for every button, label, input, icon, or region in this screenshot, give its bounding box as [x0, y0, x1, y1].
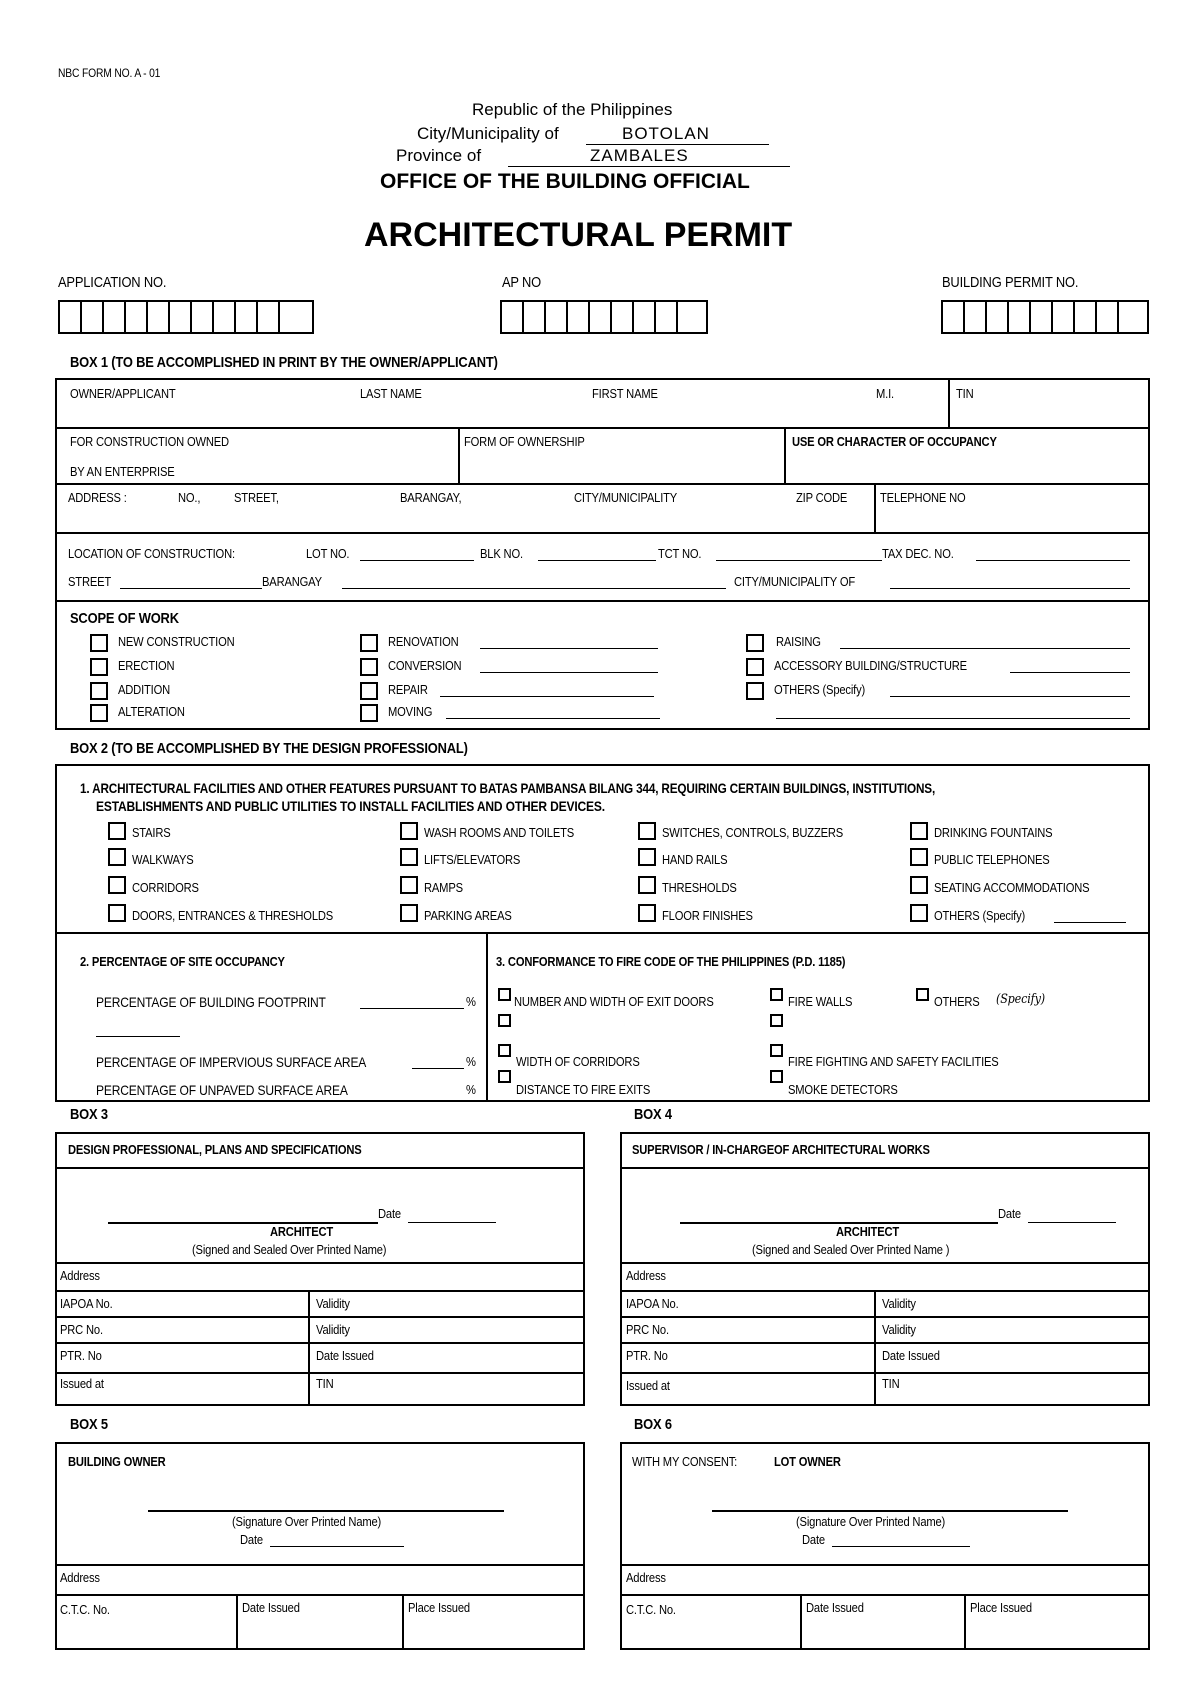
box5-date-field[interactable] [270, 1546, 404, 1547]
box1-row-line [55, 483, 1150, 485]
new-construction-checkbox[interactable] [90, 634, 108, 652]
renovation-checkbox[interactable] [360, 634, 378, 652]
ramps-checkbox[interactable] [400, 876, 418, 894]
box3-title: DESIGN PROFESSIONAL, PLANS AND SPECIFICATIONS [68, 1142, 362, 1157]
owner-applicant-label: OWNER/APPLICANT [70, 386, 176, 401]
scope-label: ADDITION [118, 682, 171, 697]
facilities-title-line2: ESTABLISHMENTS AND PUBLIC UTILITIES TO INSTALL FACILITIES AND OTHER DEVICES. [96, 798, 605, 814]
facility-label: LIFTS/ELEVATORS [424, 852, 521, 867]
box4-heading: BOX 4 [634, 1106, 672, 1123]
facility-label: WALKWAYS [132, 852, 194, 867]
city-label: City/Municipality of [417, 124, 559, 143]
occupancy-divider [784, 427, 786, 483]
box6-heading: BOX 6 [634, 1416, 672, 1433]
box6-date-field[interactable] [832, 1546, 970, 1547]
wash-rooms-checkbox[interactable] [400, 822, 418, 840]
box4-signed: (Signed and Sealed Over Printed Name ) [752, 1242, 950, 1257]
unpaved-pct: % [466, 1082, 476, 1097]
box6-date-issued: Date Issued [806, 1600, 864, 1615]
seating-checkbox[interactable] [910, 876, 928, 894]
stairs-checkbox[interactable] [108, 822, 126, 840]
mi-label: M.I. [876, 386, 894, 401]
address-barangay-label: BARANGAY, [400, 490, 462, 505]
box5-row-line [55, 1594, 585, 1596]
accessory-field[interactable] [1010, 672, 1130, 673]
smoke-detectors-label: SMOKE DETECTORS [788, 1082, 898, 1097]
fire-fighting-label: FIRE FIGHTING AND SAFETY FACILITIES [788, 1054, 999, 1069]
facility-label: SWITCHES, CONTROLS, BUZZERS [662, 825, 844, 840]
parking-checkbox[interactable] [400, 904, 418, 922]
extra-checkbox-a[interactable] [498, 1014, 511, 1027]
facility-label: WASH ROOMS AND TOILETS [424, 825, 575, 840]
box3-address: Address [60, 1268, 100, 1283]
impervious-label: PERCENTAGE OF IMPERVIOUS SURFACE AREA [96, 1054, 367, 1070]
scope-label: RENOVATION [388, 634, 459, 649]
box6-ctc: C.T.C. No. [626, 1602, 676, 1617]
corridors-width-label: WIDTH OF CORRIDORS [516, 1054, 640, 1069]
box4-architect: ARCHITECT [836, 1224, 900, 1239]
tin-label: TIN [956, 386, 974, 401]
box6-title: LOT OWNER [774, 1454, 841, 1469]
box6-address: Address [626, 1570, 666, 1585]
impervious-pct: % [466, 1054, 476, 1069]
box3-signature-line[interactable] [108, 1222, 378, 1224]
public-telephones-checkbox[interactable] [910, 848, 928, 866]
box3-date-issued: Date Issued [316, 1348, 374, 1363]
box3-row-line [55, 1167, 585, 1169]
box6-row-line [620, 1594, 1150, 1596]
box5-title: BUILDING OWNER [68, 1454, 166, 1469]
form-number: NBC FORM NO. A - 01 [58, 66, 161, 80]
building-permit-no-field[interactable] [941, 300, 1149, 334]
box4-date-issued: Date Issued [882, 1348, 940, 1363]
fire-others-specify: (Specify) [996, 992, 1045, 1007]
building-permit-no-label: BUILDING PERMIT NO. [942, 274, 1079, 291]
scope-label: MOVING [388, 704, 433, 719]
corridors-checkbox[interactable] [108, 876, 126, 894]
facility-label: OTHERS (Specify) [934, 908, 1026, 923]
ap-no-label: AP NO [502, 274, 542, 291]
first-name-label: FIRST NAME [592, 386, 658, 401]
box4-prc: PRC No. [626, 1322, 669, 1337]
box4-row-line [620, 1342, 1150, 1344]
fire-bottom-clip [490, 1082, 1146, 1100]
facility-label: HAND RAILS [662, 852, 728, 867]
republic-text: Republic of the Philippines [472, 100, 673, 119]
switches-checkbox[interactable] [638, 822, 656, 840]
box3-prc: PRC No. [60, 1322, 103, 1337]
box5-col-divider [236, 1594, 238, 1650]
box1-row-line [55, 427, 1150, 429]
repair-field[interactable] [440, 696, 654, 697]
box6-col-divider [800, 1594, 802, 1650]
facility-label: STAIRS [132, 825, 171, 840]
box4-validity2: Validity [882, 1322, 916, 1337]
fire-fighting-checkbox[interactable] [770, 1044, 783, 1057]
facility-label: SEATING ACCOMMODATIONS [934, 880, 1090, 895]
box3-col-divider [308, 1290, 310, 1406]
fire-exits-label: DISTANCE TO FIRE EXITS [516, 1082, 651, 1097]
box5-date-issued: Date Issued [242, 1600, 300, 1615]
facility-others-checkbox[interactable] [910, 904, 928, 922]
box1-heading: BOX 1 (TO BE ACCOMPLISHED IN PRINT BY THE OWNER/APPLICANT) [70, 354, 498, 371]
lot-no-field[interactable] [360, 560, 474, 561]
box3-row-line [55, 1262, 585, 1264]
box6-consent: WITH MY CONSENT: [632, 1454, 738, 1469]
telephone-label: TELEPHONE NO [880, 490, 966, 505]
box4-iapoa: IAPOA No. [626, 1296, 679, 1311]
impervious-field[interactable] [412, 1068, 464, 1069]
others-checkbox[interactable] [746, 682, 764, 700]
box3-validity1: Validity [316, 1296, 350, 1311]
for-construction-label: FOR CONSTRUCTION OWNED [70, 434, 229, 449]
fire-others-label: OTHERS [934, 994, 980, 1009]
loc-city-field[interactable] [890, 588, 1130, 589]
box5-date-label: Date [240, 1532, 263, 1547]
box5-row-line [55, 1564, 585, 1566]
tct-no-label: TCT NO. [658, 546, 702, 561]
box5-col-divider [402, 1594, 404, 1650]
fire-walls-label: FIRE WALLS [788, 994, 853, 1009]
box3-validity2: Validity [316, 1322, 350, 1337]
moving-field[interactable] [446, 718, 660, 719]
box5-signature-line[interactable] [148, 1510, 504, 1512]
facility-others-field[interactable] [1054, 922, 1126, 923]
repair-checkbox[interactable] [360, 682, 378, 700]
floor-finishes-checkbox[interactable] [638, 904, 656, 922]
zip-code-label: ZIP CODE [796, 490, 848, 505]
box4-ptr: PTR. No [626, 1348, 668, 1363]
conversion-field[interactable] [480, 672, 658, 673]
loc-barangay-field[interactable] [342, 588, 726, 589]
facility-label: RAMPS [424, 880, 463, 895]
lifts-checkbox[interactable] [400, 848, 418, 866]
blk-no-label: BLK NO. [480, 546, 523, 561]
addition-checkbox[interactable] [90, 682, 108, 700]
facility-label: DOORS, ENTRANCES & THRESHOLDS [132, 908, 334, 923]
thresholds-checkbox[interactable] [638, 876, 656, 894]
last-name-label: LAST NAME [360, 386, 422, 401]
scope-label: ACCESSORY BUILDING/STRUCTURE [774, 658, 967, 673]
box3-frame [55, 1132, 585, 1406]
box3-iapoa: IAPOA No. [60, 1296, 113, 1311]
scope-label: RAISING [776, 634, 821, 649]
address-label: ADDRESS : [68, 490, 127, 505]
box5-address: Address [60, 1570, 100, 1585]
fire-code-title: 3. CONFORMANCE TO FIRE CODE OF THE PHILIPPINES (P.D. 1185) [496, 954, 846, 969]
raising-checkbox[interactable] [746, 634, 764, 652]
province-value[interactable]: ZAMBALES [590, 146, 689, 165]
scope-label: REPAIR [388, 682, 428, 697]
scope-label: ALTERATION [118, 704, 185, 719]
box3-row-line [55, 1342, 585, 1344]
box4-row-line [620, 1372, 1150, 1374]
box4-row-line [620, 1316, 1150, 1318]
ownership-divider [458, 427, 460, 483]
exit-doors-label: NUMBER AND WIDTH OF EXIT DOORS [514, 994, 714, 1009]
box4-row-line [620, 1262, 1150, 1264]
by-enterprise-label: BY AN ENTERPRISE [70, 464, 175, 479]
box4-date-field[interactable] [1028, 1222, 1116, 1223]
fire-others-checkbox[interactable] [916, 988, 929, 1001]
box3-date-field[interactable] [408, 1222, 496, 1223]
address-no-label: NO., [178, 490, 201, 505]
province-underline [508, 166, 790, 167]
city-underline [586, 144, 769, 145]
box2-row-line [55, 932, 1150, 934]
walkways-checkbox[interactable] [108, 848, 126, 866]
box2-heading: BOX 2 (TO BE ACCOMPLISHED BY THE DESIGN PROFESSIONAL) [70, 740, 468, 757]
scope-label: CONVERSION [388, 658, 462, 673]
box6-signature: (Signature Over Printed Name) [796, 1514, 946, 1529]
footprint-field[interactable] [360, 1008, 464, 1009]
conversion-checkbox[interactable] [360, 658, 378, 676]
ap-no-field[interactable] [500, 300, 708, 334]
others-field-line2[interactable] [776, 718, 1130, 719]
box3-ptr: PTR. No [60, 1348, 102, 1363]
blk-no-field[interactable] [538, 560, 656, 561]
location-label: LOCATION OF CONSTRUCTION: [68, 546, 235, 561]
lot-no-label: LOT NO. [306, 546, 350, 561]
box4-date-label: Date [998, 1206, 1021, 1221]
facility-label: CORRIDORS [132, 880, 199, 895]
box3-date-label: Date [378, 1206, 401, 1221]
facility-label: PUBLIC TELEPHONES [934, 852, 1050, 867]
alteration-checkbox[interactable] [90, 704, 108, 722]
box3-signed: (Signed and Sealed Over Printed Name) [192, 1242, 387, 1257]
box3-architect: ARCHITECT [270, 1224, 334, 1239]
raising-field[interactable] [840, 648, 1130, 649]
accessory-building-checkbox[interactable] [746, 658, 764, 676]
city-value[interactable]: BOTOLAN [622, 124, 710, 143]
box3-row-line [55, 1290, 585, 1292]
drinking-fountains-checkbox[interactable] [910, 822, 928, 840]
box2-col-divider [486, 932, 488, 1102]
form-of-ownership-label: FORM OF OWNERSHIP [464, 434, 585, 449]
scope-title: SCOPE OF WORK [70, 610, 179, 627]
facility-label: FLOOR FINISHES [662, 908, 753, 923]
address-city-label: CITY/MUNICIPALITY [574, 490, 678, 505]
box1-row-line [55, 532, 1150, 534]
loc-barangay-label: BARANGAY [262, 574, 322, 589]
box6-col-divider [964, 1594, 966, 1650]
box4-validity1: Validity [882, 1296, 916, 1311]
box4-row-line [620, 1167, 1150, 1169]
box4-issued-at: Issued at [626, 1378, 670, 1393]
unpaved-label: PERCENTAGE OF UNPAVED SURFACE AREA [96, 1082, 348, 1098]
facilities-title-line1: 1. ARCHITECTURAL FACILITIES AND OTHER FEATURES PURSUANT TO BATAS PAMBANSA BILANG 344, REQUIRING CERTAIN BUILDINGS, INSTITUTIONS, [80, 780, 936, 796]
box5-place-issued: Place Issued [408, 1600, 470, 1615]
tax-dec-label: TAX DEC. NO. [882, 546, 954, 561]
scope-label: NEW CONSTRUCTION [118, 634, 235, 649]
loc-street-label: STREET [68, 574, 112, 589]
box4-address: Address [626, 1268, 666, 1283]
box6-row-line [620, 1564, 1150, 1566]
box3-row-line [55, 1372, 585, 1374]
facility-label: PARKING AREAS [424, 908, 512, 923]
box5-ctc: C.T.C. No. [60, 1602, 110, 1617]
office-title: OFFICE OF THE BUILDING OFFICIAL [380, 170, 750, 193]
box4-col-divider [874, 1290, 876, 1406]
use-or-character-label: USE OR CHARACTER OF OCCUPANCY [792, 434, 997, 449]
telephone-divider [874, 483, 876, 533]
box4-row-line [620, 1290, 1150, 1292]
tct-no-field[interactable] [716, 560, 882, 561]
footprint-pct: % [466, 994, 476, 1009]
box5-heading: BOX 5 [70, 1416, 108, 1433]
box6-date-label: Date [802, 1532, 825, 1547]
tin-divider [948, 378, 950, 428]
erection-checkbox[interactable] [90, 658, 108, 676]
box4-tin: TIN [882, 1376, 900, 1391]
box3-issued-at: Issued at [60, 1376, 104, 1391]
loc-city-label: CITY/MUNICIPALITY OF [734, 574, 856, 589]
doors-checkbox[interactable] [108, 904, 126, 922]
fire-walls-checkbox[interactable] [770, 988, 783, 1001]
moving-checkbox[interactable] [360, 704, 378, 722]
box4-frame [620, 1132, 1150, 1406]
page-title: ARCHITECTURAL PERMIT [364, 216, 793, 254]
box3-heading: BOX 3 [70, 1106, 108, 1123]
renovation-field[interactable] [480, 648, 658, 649]
tax-dec-field[interactable] [976, 560, 1130, 561]
footprint-label: PERCENTAGE OF BUILDING FOOTPRINT [96, 994, 326, 1010]
footprint-field-line2[interactable] [96, 1036, 180, 1037]
site-occupancy-title: 2. PERCENTAGE OF SITE OCCUPANCY [80, 954, 285, 969]
others-field[interactable] [890, 696, 1130, 697]
facility-label: DRINKING FOUNTAINS [934, 825, 1053, 840]
application-no-field[interactable] [58, 300, 314, 334]
exit-doors-checkbox[interactable] [498, 988, 511, 1001]
unpaved-clip [60, 1082, 484, 1100]
box6-signature-line[interactable] [712, 1510, 1068, 1512]
scope-label: ERECTION [118, 658, 175, 673]
box5-signature: (Signature Over Printed Name) [232, 1514, 382, 1529]
box4-title: SUPERVISOR / IN-CHARGEOF ARCHITECTURAL WORKS [632, 1142, 930, 1157]
scope-label: OTHERS (Specify) [774, 682, 866, 697]
hand-rails-checkbox[interactable] [638, 848, 656, 866]
loc-street-field[interactable] [120, 588, 262, 589]
facility-label: THRESHOLDS [662, 880, 737, 895]
address-street-label: STREET, [234, 490, 279, 505]
corridors-width-checkbox[interactable] [498, 1044, 511, 1057]
box3-tin: TIN [316, 1376, 334, 1391]
extra-checkbox-b[interactable] [770, 1014, 783, 1027]
box3-row-line [55, 1316, 585, 1318]
province-label: Province of [396, 146, 482, 165]
box6-place-issued: Place Issued [970, 1600, 1032, 1615]
box1-row-line [55, 600, 1150, 602]
application-no-label: APPLICATION NO. [58, 274, 167, 291]
